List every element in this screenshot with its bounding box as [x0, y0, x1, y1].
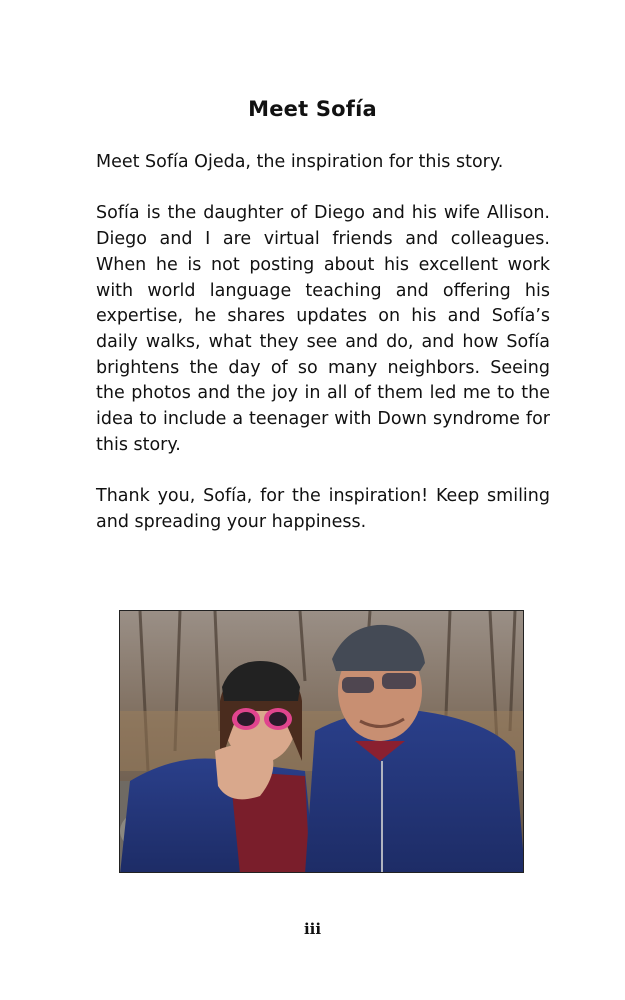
- paragraph-2: Sofía is the daughter of Diego and his wife Allison. Diego and I are virtual friends and colleagues. When he is not posting about his excellent work with world language teaching and offering his expertise, he shares updates on his and Sofía’s daily walks, what they see and do, and how Sofía brightens the day of so many neighbors. Seeing the photos and the joy in all of them led me to the idea to include a teenager with Down syndrome for this story.: [96, 203, 550, 455]
- selfie-photo: [119, 610, 524, 873]
- page-number: iii: [303, 920, 322, 938]
- paragraph-3: Thank you, Sofía, for the inspiration! Keep smiling and spreading your happiness.: [96, 486, 550, 532]
- paragraph-1: Meet Sofía Ojeda, the inspiration for this story.: [96, 152, 504, 172]
- body-text: [96, 150, 550, 561]
- page-title: Meet Sofía: [248, 97, 377, 121]
